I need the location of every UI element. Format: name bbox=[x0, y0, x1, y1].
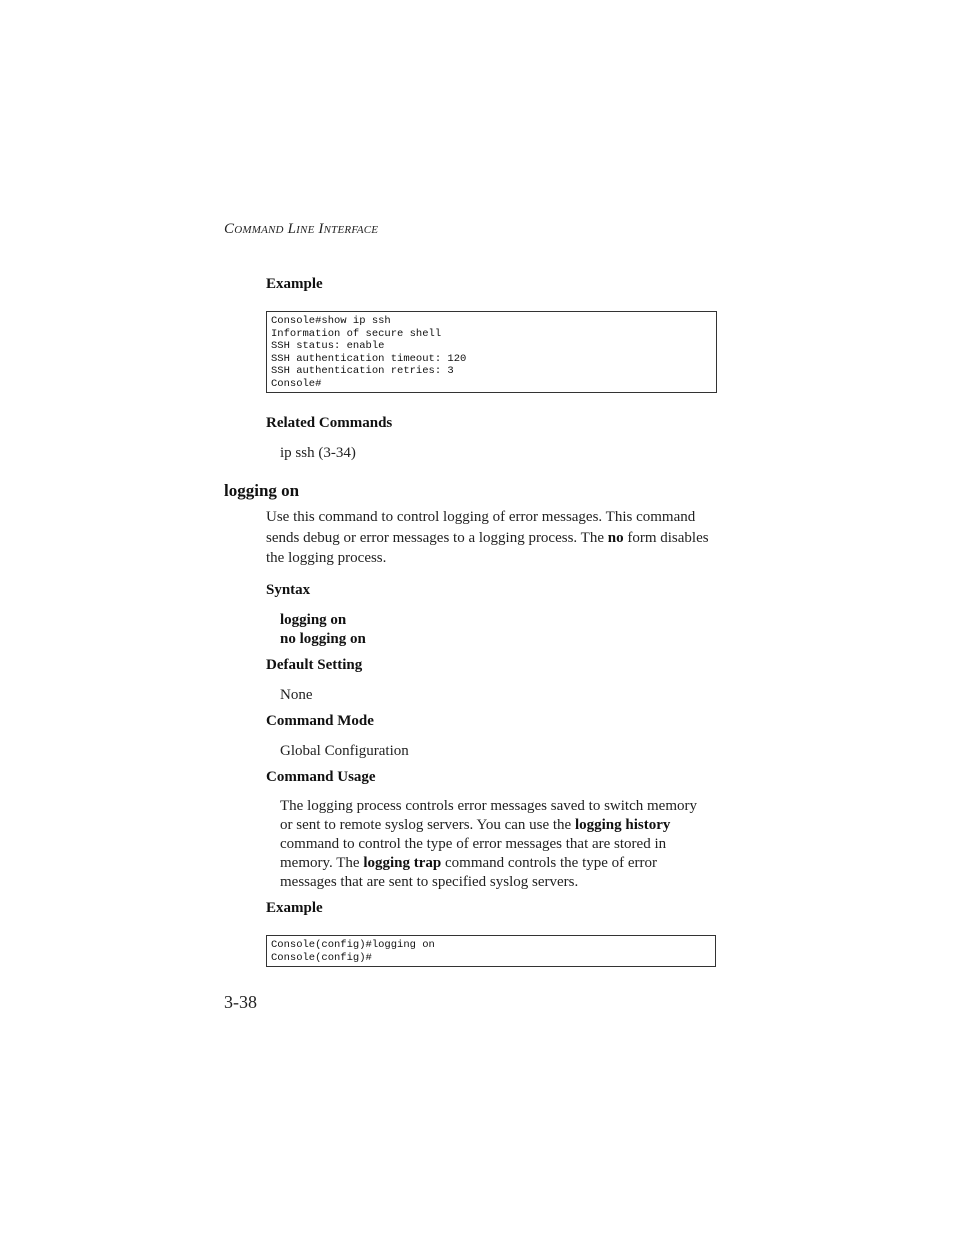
usage-text: The logging process controls error messages saved to switch memory or sent to remote syslog servers. You can use the bbox=[280, 798, 697, 833]
syntax-command: no logging on bbox=[280, 631, 366, 647]
usage-text: command controls the type of error messages that are sent to specified syslog servers. bbox=[280, 855, 658, 890]
code-block-logging-on bbox=[266, 935, 716, 967]
code-line: Console(config)#logging on bbox=[271, 939, 435, 951]
command-usage-text bbox=[280, 797, 712, 892]
section-title: logging on bbox=[224, 481, 300, 500]
description-keyword-no: no bbox=[607, 529, 624, 546]
syntax-line bbox=[280, 629, 366, 650]
page-number: 3-38 bbox=[224, 992, 257, 1012]
command-usage-heading: Command Usage bbox=[266, 769, 376, 785]
related-command-link[interactable]: ip ssh (3-34) bbox=[280, 445, 356, 461]
code-line: SSH authentication timeout: 120 bbox=[271, 352, 467, 365]
running-header: Command Line Interface bbox=[224, 221, 379, 237]
related-commands-heading: Related Commands bbox=[266, 415, 393, 431]
syntax-line bbox=[280, 610, 346, 631]
code-line: SSH authentication retries: 3 bbox=[271, 365, 454, 378]
code-line: Console(config)# bbox=[271, 951, 372, 964]
usage-keyword-logging-trap: logging trap bbox=[363, 855, 442, 871]
syntax-heading: Syntax bbox=[266, 582, 311, 598]
example-heading: Example bbox=[266, 900, 323, 916]
default-setting-value: None bbox=[280, 687, 313, 703]
description-text: Use this command to control logging of error messages. This command sends debug or error messages to a logging process. The bbox=[266, 509, 696, 546]
example-heading: Example bbox=[266, 276, 323, 292]
usage-keyword-logging-history: logging history bbox=[574, 817, 671, 833]
code-line: SSH status: enable bbox=[271, 340, 385, 353]
description-text: form disables the logging process. bbox=[266, 529, 709, 566]
command-mode-heading: Command Mode bbox=[266, 713, 374, 729]
usage-text: command to control the type of error messages that are stored in memory. The bbox=[280, 836, 667, 871]
code-line: Information of secure shell bbox=[271, 327, 442, 340]
section-description bbox=[266, 507, 716, 569]
command-mode-value: Global Configuration bbox=[280, 743, 409, 759]
syntax-command: logging on bbox=[280, 612, 347, 628]
code-line: Console#show ip ssh bbox=[271, 315, 391, 327]
code-block-show-ip-ssh bbox=[266, 311, 717, 393]
default-setting-heading: Default Setting bbox=[266, 657, 363, 673]
code-line: Console# bbox=[271, 377, 322, 390]
